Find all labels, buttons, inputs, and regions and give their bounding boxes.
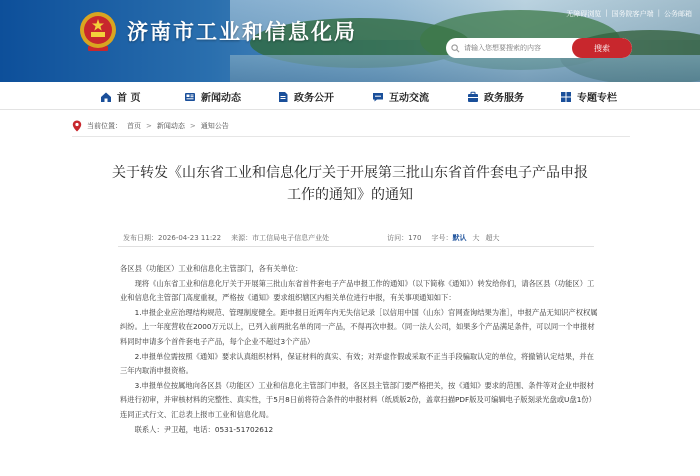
- nav-item-label: 政务服务: [484, 93, 524, 104]
- banner-lake: [230, 55, 700, 82]
- contact-paragraph: 联系人：尹卫超，电话：0531-51702612: [134, 424, 274, 434]
- font-size-label: 字号：: [431, 234, 453, 242]
- publish-date: 发布日期：2026-04-23 11:22: [123, 234, 222, 242]
- search-box: [446, 38, 632, 58]
- nav-item-topics[interactable]: [560, 89, 617, 104]
- nav-item-label: 新闻动态: [201, 93, 241, 104]
- main-nav: [0, 82, 700, 110]
- view-count: 访问：170: [387, 234, 422, 242]
- site-title: 济南市工业和信息化局: [127, 20, 357, 44]
- nav-item-label: 专题专栏: [577, 93, 617, 104]
- article-source: 来源：市工信局电子信息产业处: [231, 234, 330, 242]
- location-pin-icon: [72, 120, 82, 132]
- divider: [72, 136, 630, 137]
- divider: [118, 246, 594, 247]
- search-input[interactable]: [464, 44, 574, 52]
- search-icon: [446, 44, 464, 53]
- nav-item-label: 互动交流: [389, 93, 429, 104]
- state-council-client-link[interactable]: 国务院客户端: [611, 10, 654, 18]
- nav-item-home[interactable]: [100, 89, 140, 104]
- font-size-large-button[interactable]: 大: [472, 234, 480, 242]
- news-icon: [184, 91, 196, 103]
- chat-icon: [372, 91, 384, 103]
- font-size-default-button[interactable]: 默认: [452, 234, 467, 242]
- nav-item-news[interactable]: [184, 89, 241, 104]
- top-links: [566, 9, 692, 19]
- article-title: 关于转发《山东省工业和信息化厅关于开展第三批山东省首件套电子产品申报工作的通知》的通知: [112, 165, 588, 203]
- salutation-paragraph: 各区县（功能区）工业和信息化主管部门，各有关单位：: [120, 264, 303, 273]
- service-icon: [467, 91, 479, 103]
- site-banner: [0, 0, 700, 82]
- breadcrumb: [72, 120, 229, 132]
- home-icon: [100, 91, 112, 103]
- top-link-separator: |: [657, 9, 660, 17]
- body-paragraph: 3.申报单位按属地向各区县（功能区）工业和信息化主管部门申报，各区县主管部门要严格把关，按《通知》要求的范围、条件等对企业申报材料进行初审，并审核材料的完整性、真实性，于5月8日前将符合条件的申报材料（纸质版2份，盖章扫描PDF版及可编辑电子版刻录光盘或U盘1份）连同正式行文、汇总表上报市工业和信息化局。: [120, 380, 596, 419]
- top-link-separator: |: [605, 9, 608, 17]
- accessibility-link[interactable]: 无障碍浏览: [566, 10, 602, 18]
- breadcrumb-separator: >: [146, 122, 152, 130]
- breadcrumb-separator: >: [189, 122, 196, 130]
- article-meta: [123, 233, 499, 243]
- nav-item-interaction[interactable]: [372, 89, 429, 104]
- body-paragraph: 1.申报企业应治理结构规范、管理制度健全。距申报日近两年内无失信记录［以信用中国（山东）官网查询结果为准］，申报产品无知识产权权属纠纷。上一年度营收在2000万元以上，已列入前两批名单的同一产品，不得再次申报。（同一法人公司，如果多个产品满足条件，可以同一个申报材料同时申请多个首件套电子产品，每个企业不超过3个产品）: [120, 307, 598, 346]
- breadcrumb-news[interactable]: 新闻动态: [156, 122, 185, 130]
- body-paragraph: 现将《山东省工业和信息化厅关于开展第三批山东省首件套电子产品申报工作的通知》（以下简称《通知》）转发给你们，请各区县（功能区）工业和信息化主管部门高度重视，严格按《通知》要求组织辖区内相关单位进行申报，有关事项通知如下：: [120, 278, 595, 303]
- nav-item-services[interactable]: [467, 89, 524, 104]
- national-emblem-icon: [78, 10, 118, 54]
- breadcrumb-home[interactable]: 首页: [127, 122, 141, 130]
- font-size-xlarge-button[interactable]: 超大: [485, 234, 500, 242]
- nav-item-gov-affairs[interactable]: [277, 89, 334, 104]
- topic-icon: [560, 91, 572, 103]
- article-body: [120, 262, 598, 437]
- breadcrumb-notices[interactable]: 通知公告: [200, 122, 229, 130]
- breadcrumb-prefix: 当前位置：: [87, 122, 122, 130]
- official-mail-link[interactable]: 公务邮箱: [664, 10, 692, 18]
- search-button[interactable]: 搜索: [572, 38, 632, 58]
- nav-item-label: 首 页: [117, 93, 141, 104]
- nav-item-label: 政务公开: [294, 93, 334, 104]
- document-icon: [277, 91, 289, 103]
- body-paragraph: 2.申报单位需按照《通知》要求认真组织材料，保证材料的真实、有效；对弄虚作假或采取不正当手段骗取认定的单位，将撤销认定结果，并在三年内取消申报资格。: [120, 351, 594, 376]
